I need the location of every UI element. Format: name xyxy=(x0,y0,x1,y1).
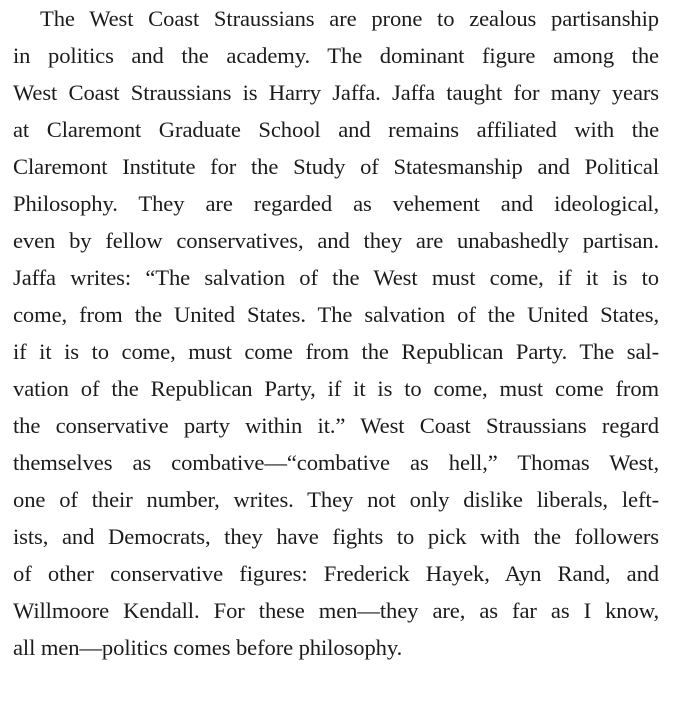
text-line: at Claremont Graduate School and remains affiliated with the xyxy=(13,117,659,142)
text-line: West Coast Straussians is Harry Jaffa. Jaffa taught for many years xyxy=(13,80,659,105)
text-line: if it is to come, must come from the Republican Party. The sal- xyxy=(13,339,659,364)
text-line: Jaffa writes: “The salvation of the West must come, if it is to xyxy=(13,265,659,290)
text-line: one of their number, writes. They not only dislike liberals, left- xyxy=(13,487,659,512)
text-line: Philosophy. They are regarded as vehement and ideological, xyxy=(13,191,659,216)
text-line: of other conservative figures: Frederick Hayek, Ayn Rand, and xyxy=(13,561,659,586)
text-line: all men—politics comes before philosophy. xyxy=(13,635,403,660)
text-line: Willmoore Kendall. For these men—they are, as far as I know, xyxy=(13,598,659,623)
text-line: the conservative party within it.” West Coast Straussians regard xyxy=(13,413,659,438)
text-line: themselves as combative—“combative as hell,” Thomas West, xyxy=(13,450,659,475)
text-line: come, from the United States. The salvation of the United States, xyxy=(13,302,659,327)
text-line: Claremont Institute for the Study of Statesmanship and Political xyxy=(13,154,659,179)
text-line: ists, and Democrats, they have fights to pick with the followers xyxy=(13,524,659,549)
text-line: vation of the Republican Party, if it is to come, must come from xyxy=(13,376,659,401)
text-line: in politics and the academy. The dominant figure among the xyxy=(13,43,659,68)
text-line: The West Coast Straussians are prone to zealous partisanship xyxy=(40,6,659,31)
text-line: even by fellow conservatives, and they are unabashedly partisan. xyxy=(13,228,659,253)
